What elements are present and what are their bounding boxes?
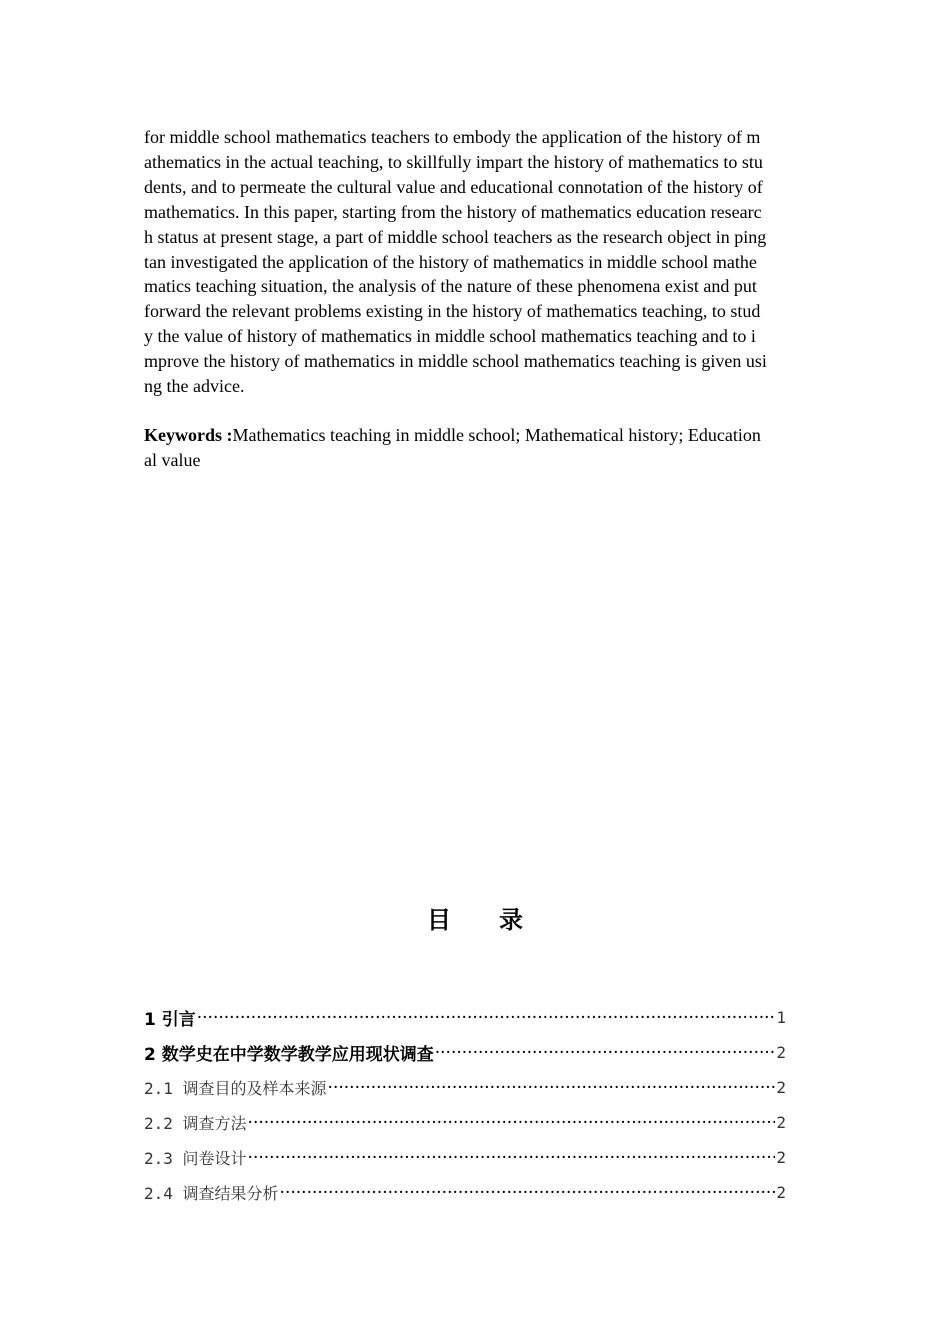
toc-entry-label: 2 数学史在中学数学教学应用现状调查	[144, 1045, 434, 1065]
abstract-paragraph	[144, 125, 814, 399]
toc-entry-page: 2	[776, 1043, 786, 1062]
toc-dot-leader	[197, 1008, 776, 1028]
toc-entry-page: 2	[776, 1113, 786, 1132]
abstract-line: forward the relevant problems existing in the history of mathematics teaching, to stud	[144, 301, 761, 322]
keywords-line	[144, 423, 814, 448]
keywords-text: Mathematics teaching in middle school; Mathematical history; Education	[232, 425, 761, 445]
toc-dot-leader	[248, 1113, 776, 1133]
toc-entry[interactable]	[144, 1140, 786, 1175]
toc-dot-leader	[435, 1043, 776, 1063]
toc-entry-label: 2.1 调查目的及样本来源	[144, 1079, 327, 1098]
toc-entry[interactable]	[144, 1175, 786, 1210]
toc-entry-label: 1 引言	[144, 1010, 196, 1030]
toc-title-char: 录	[499, 906, 523, 934]
toc-dot-leader	[280, 1183, 776, 1203]
toc-entry[interactable]	[144, 1105, 786, 1140]
keywords-paragraph	[144, 423, 814, 473]
toc-entry[interactable]	[144, 1000, 786, 1035]
abstract-line: mprove the history of mathematics in middle school mathematics teaching is given usi	[144, 351, 767, 372]
abstract-line: y the value of history of mathematics in middle school mathematics teaching and to i	[144, 326, 756, 347]
toc-entry-label: 2.2 调查方法	[144, 1114, 247, 1133]
toc-entry-label: 2.3 问卷设计	[144, 1149, 247, 1168]
toc-dot-leader	[248, 1148, 776, 1168]
toc-entry-page: 2	[776, 1183, 786, 1202]
toc-entry[interactable]	[144, 1070, 786, 1105]
toc-entry-page: 1	[776, 1008, 786, 1027]
abstract-line: tan investigated the application of the history of mathematics in middle school mathe	[144, 251, 757, 272]
toc-title	[0, 902, 950, 938]
abstract-line: ng the advice.	[144, 376, 245, 397]
toc-dot-leader	[328, 1078, 776, 1098]
abstract-line: matics teaching situation, the analysis of the nature of these phenomena exist and put	[144, 276, 757, 297]
table-of-contents	[144, 1000, 786, 1210]
abstract-line: athematics in the actual teaching, to skillfully impart the history of mathematics to stu	[144, 151, 763, 172]
abstract-line: for middle school mathematics teachers to embody the application of the history of m	[144, 127, 761, 147]
toc-entry[interactable]	[144, 1035, 786, 1070]
keywords-label: Keywords :	[144, 425, 233, 445]
toc-entry-page: 2	[776, 1148, 786, 1167]
toc-title-char: 目	[427, 906, 451, 934]
abstract-line: mathematics. In this paper, starting from the history of mathematics education researc	[144, 201, 762, 222]
keywords-line-continued: al value	[144, 450, 201, 470]
abstract-line: dents, and to permeate the cultural value and educational connotation of the history of	[144, 176, 763, 197]
toc-entry-page: 2	[776, 1078, 786, 1097]
toc-entry-label: 2.4 调查结果分析	[144, 1184, 279, 1203]
abstract-line: h status at present stage, a part of middle school teachers as the research object in ping	[144, 226, 767, 247]
